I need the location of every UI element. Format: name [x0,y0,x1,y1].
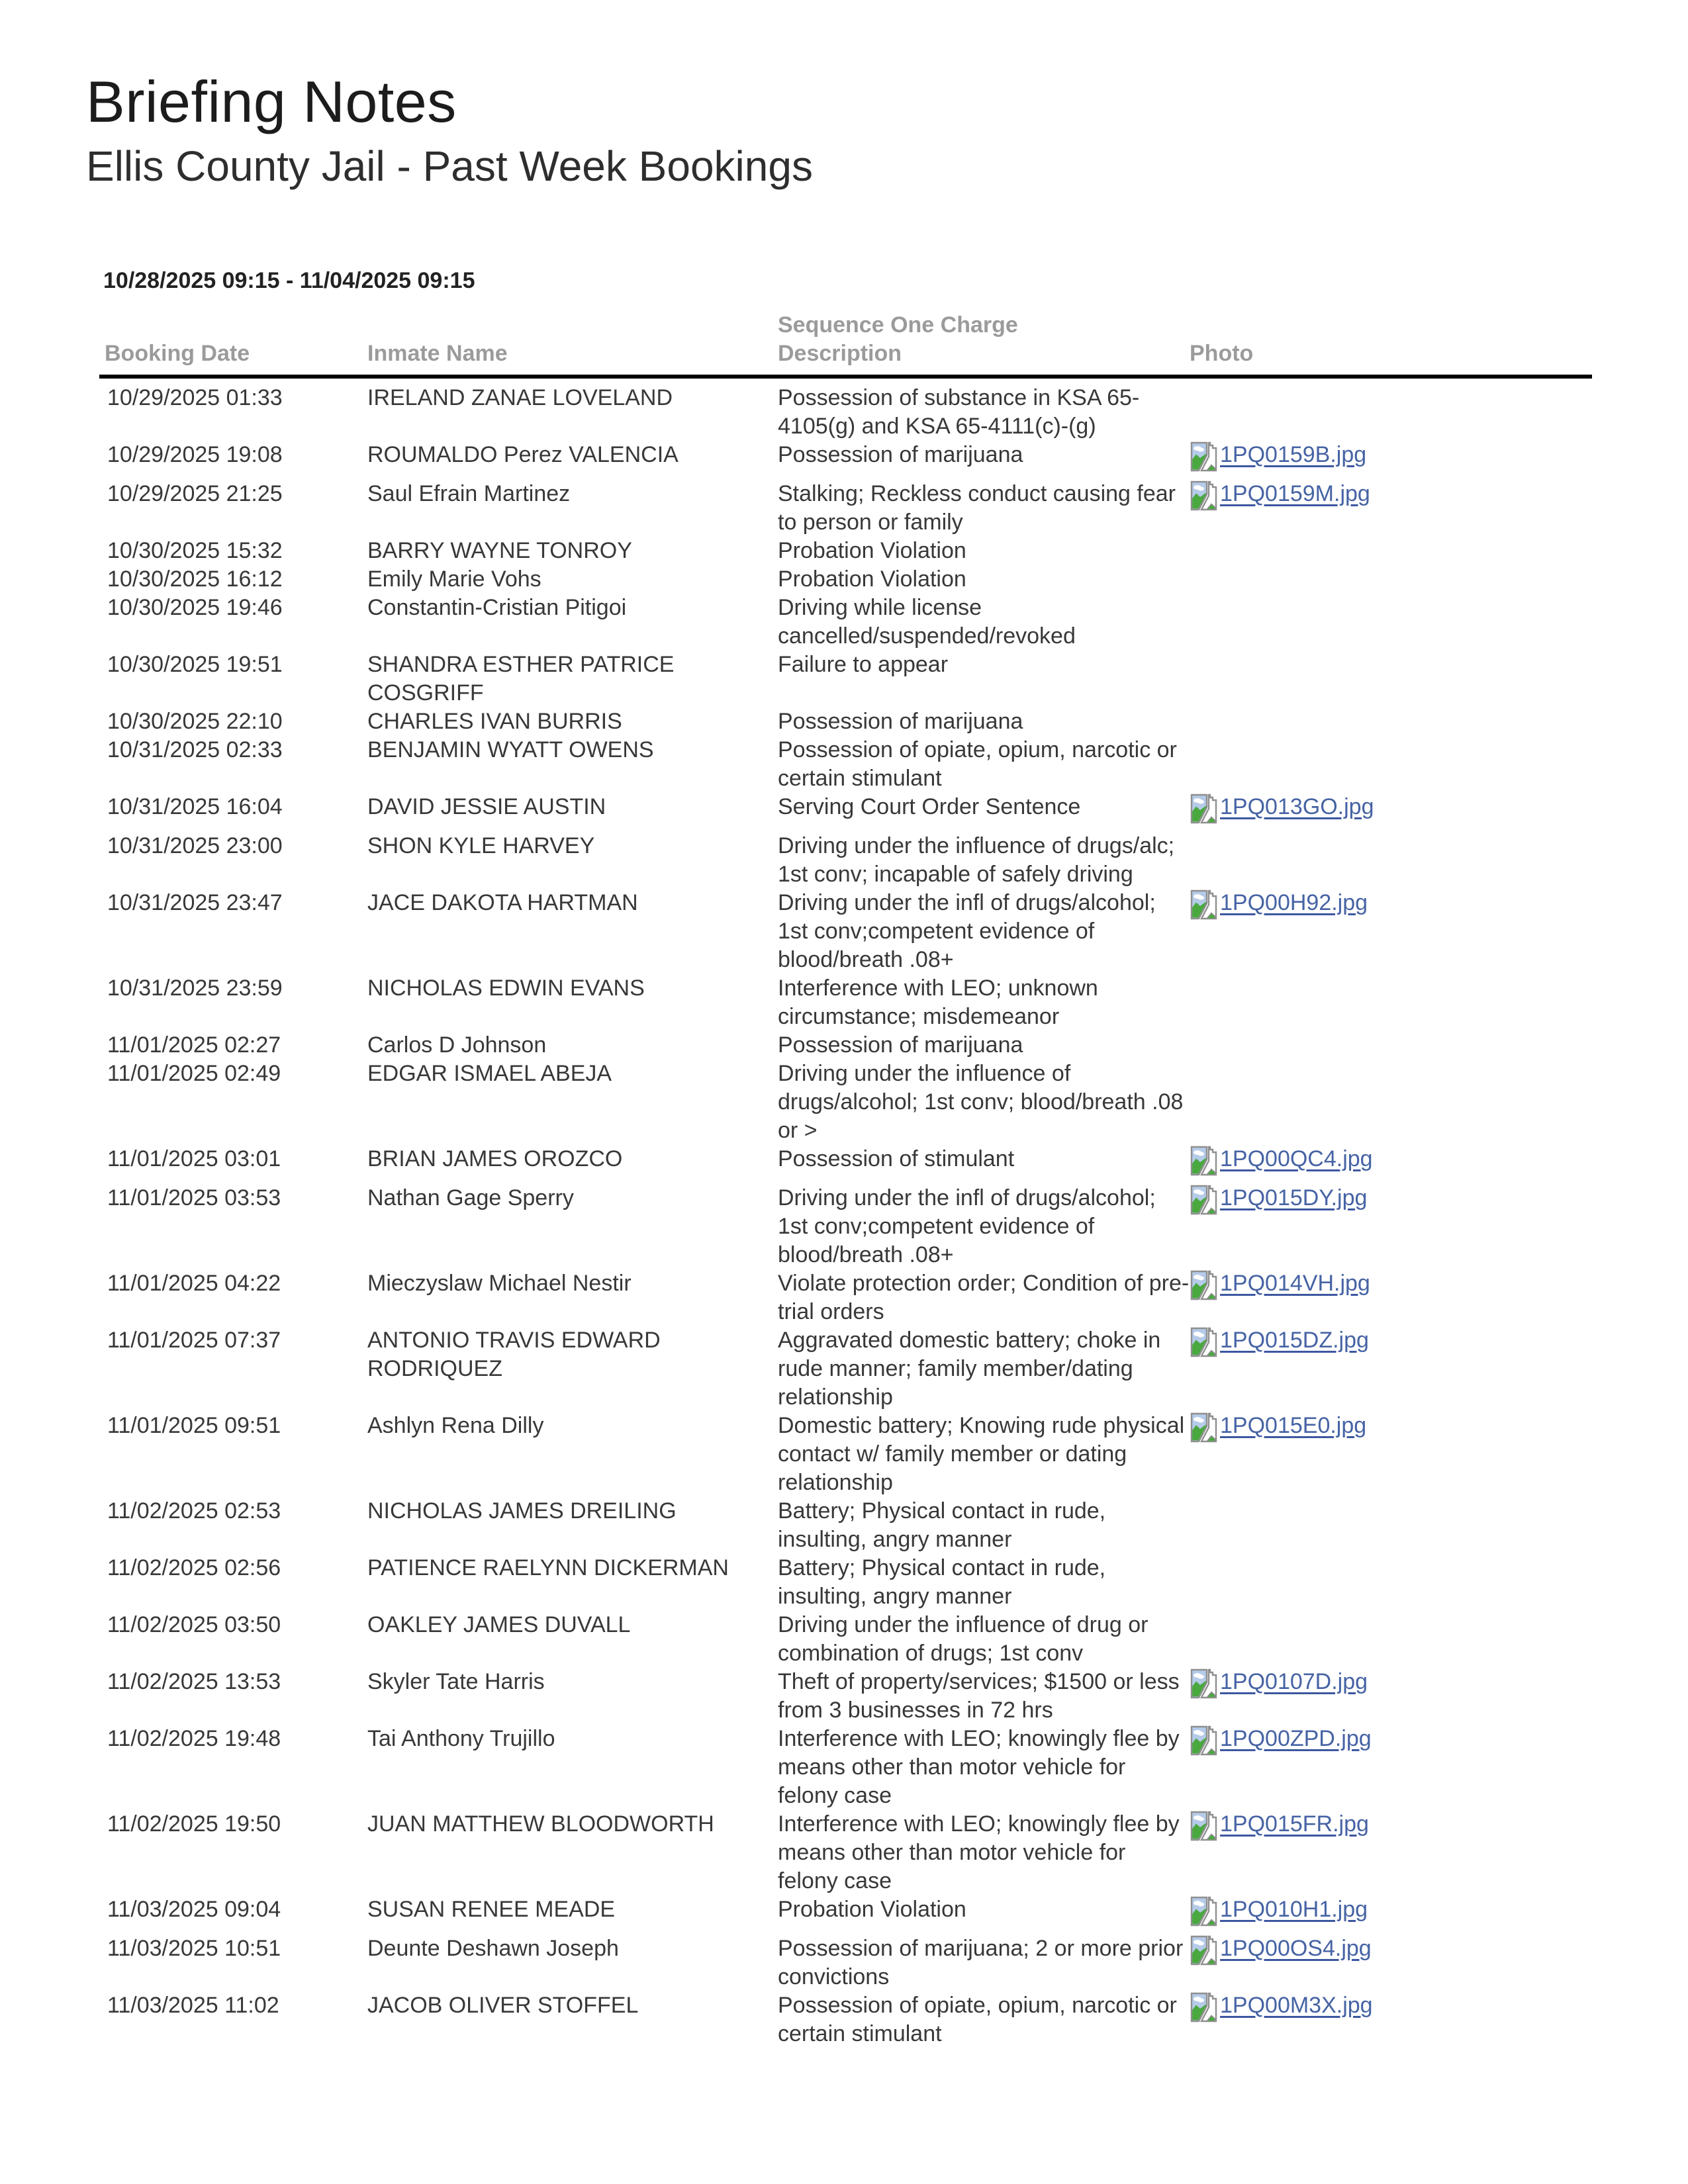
inmate-name: Mieczyslaw Michael Nestir [367,1270,632,1296]
booking-date-cell: 11/01/2025 09:51 [107,1412,281,1438]
photo-link[interactable]: 1PQ0159B.jpg [1220,441,1367,467]
charge-description: Driving while license cancelled/suspended/revoked [778,594,1076,649]
charge-description: Serving Court Order Sentence [778,794,1081,819]
photo-cell [1190,594,1592,651]
photo-cell [1190,707,1592,736]
charge-description: Possession of marijuana [778,708,1023,734]
charge-description-cell [778,1269,1190,1326]
booking-row [99,594,1592,651]
inmate-name-cell [367,594,778,651]
photo-cell-content [1190,1991,1592,2030]
charge-description: Driving under the influence of drugs/alcohol; 1st conv; blood/breath .08 or > [778,1060,1184,1143]
booking-row [99,889,1592,974]
column-header-inmate-name: Inmate Name [367,311,778,377]
column-header-booking-date: Booking Date [99,311,367,377]
booking-row [99,1269,1592,1326]
photo-cell [1190,1895,1592,1934]
page-subtitle: Ellis County Jail - Past Week Bookings [86,142,813,191]
broken-image-icon [1190,441,1219,480]
booking-date-cell: 11/02/2025 19:48 [107,1725,281,1751]
inmate-name-cell [367,1145,778,1184]
photo-cell-content [1190,441,1592,480]
charge-description-cell [778,537,1190,565]
booking-date-cell: 11/02/2025 13:53 [107,1668,281,1694]
inmate-name: BARRY WAYNE TONROY [367,537,632,563]
inmate-name-cell [367,1991,778,2048]
inmate-name-cell [367,1934,778,1991]
inmate-name: ANTONIO TRAVIS EDWARD RODRIQUEZ [367,1327,661,1381]
booking-date-cell: 10/29/2025 21:25 [107,480,283,506]
charge-description: Possession of opiate, opium, narcotic or certain stimulant [778,737,1177,791]
charge-description: Driving under the influence of drug or combination of drugs; 1st conv [778,1612,1149,1666]
booking-row [99,537,1592,565]
broken-image-icon [1190,480,1219,519]
photo-cell [1190,793,1592,832]
inmate-name-cell [367,1810,778,1895]
inmate-name: PATIENCE RAELYNN DICKERMAN [367,1555,729,1580]
page-title: Briefing Notes [86,69,457,134]
photo-cell [1190,1184,1592,1269]
inmate-name-cell [367,1060,778,1145]
booking-date-cell: 11/03/2025 10:51 [107,1935,281,1961]
booking-date-cell: 10/31/2025 23:00 [107,833,283,858]
inmate-name-cell [367,1326,778,1412]
photo-cell-content [1190,1934,1592,1974]
photo-cell [1190,1145,1592,1184]
photo-cell [1190,1060,1592,1145]
photo-cell [1190,1934,1592,1991]
photo-link[interactable]: 1PQ00M3X.jpg [1220,1992,1373,2018]
photo-cell [1190,651,1592,707]
charge-description-cell [778,594,1190,651]
charge-description: Driving under the influence of drugs/alc; 1st conv; incapable of safely driving [778,833,1175,887]
inmate-name: Saul Efrain Martinez [367,480,571,506]
booking-row [99,441,1592,480]
charge-description-cell [778,1412,1190,1497]
booking-row [99,707,1592,736]
charge-description-cell [778,1060,1190,1145]
charge-description-cell [778,1668,1190,1725]
booking-date-cell: 11/02/2025 03:50 [107,1612,281,1637]
photo-link[interactable]: 1PQ00QC4.jpg [1220,1146,1373,1171]
booking-row [99,1412,1592,1497]
charge-description-cell [778,974,1190,1031]
booking-date-cell: 10/29/2025 19:08 [107,441,283,467]
inmate-name-cell [367,1184,778,1269]
booking-row [99,974,1592,1031]
photo-link[interactable]: 1PQ00H92.jpg [1220,889,1368,915]
charge-description: Battery; Physical contact in rude, insulting, angry manner [778,1498,1106,1552]
inmate-name: Skyler Tate Harris [367,1668,545,1694]
booking-date-cell: 10/31/2025 23:47 [107,889,283,915]
photo-link[interactable]: 1PQ015DY.jpg [1220,1185,1368,1210]
booking-row [99,1554,1592,1611]
booking-date-cell: 11/01/2025 02:27 [107,1032,281,1058]
charge-description-cell [778,1810,1190,1895]
inmate-name: CHARLES IVAN BURRIS [367,708,622,734]
photo-cell [1190,832,1592,889]
photo-link[interactable]: 1PQ015DZ.jpg [1220,1327,1369,1353]
photo-cell-content [1190,480,1592,519]
photo-cell [1190,1269,1592,1326]
booking-row [99,1934,1592,1991]
broken-image-icon [1190,793,1219,832]
charge-description: Possession of stimulant [778,1146,1015,1171]
inmate-name-cell [367,1668,778,1725]
photo-cell [1190,1554,1592,1611]
photo-cell [1190,441,1592,480]
booking-row [99,651,1592,707]
inmate-name-cell [367,1611,778,1668]
photo-cell [1190,736,1592,793]
charge-description: Possession of marijuana [778,441,1023,467]
charge-description-cell [778,651,1190,707]
photo-cell [1190,1326,1592,1412]
column-header-charge-description: Sequence One Charge Description [778,311,1190,377]
broken-image-icon [1190,1934,1219,1974]
inmate-name-cell [367,377,778,441]
photo-cell-content [1190,1184,1592,1223]
photo-cell [1190,1725,1592,1810]
broken-image-icon [1190,1725,1219,1764]
charge-description-cell [778,565,1190,594]
charge-description-cell [778,793,1190,832]
photo-link[interactable]: 1PQ013GO.jpg [1220,794,1374,819]
booking-date-cell: 11/01/2025 04:22 [107,1270,281,1296]
photo-cell-content [1190,1269,1592,1308]
charge-description: Driving under the infl of drugs/alcohol; 1st conv;competent evidence of blood/breath .08+ [778,1185,1156,1267]
booking-date-cell: 10/31/2025 16:04 [107,794,283,819]
inmate-name-cell [367,1725,778,1810]
photo-link[interactable]: 1PQ010H1.jpg [1220,1896,1368,1922]
charge-description: Probation Violation [778,1896,966,1922]
photo-link[interactable]: 1PQ015E0.jpg [1220,1412,1367,1438]
photo-cell-content [1190,1668,1592,1707]
inmate-name: SUSAN RENEE MEADE [367,1896,616,1922]
booking-date-cell: 10/30/2025 15:32 [107,537,283,563]
broken-image-icon [1190,1668,1219,1707]
photo-cell [1190,1412,1592,1497]
photo-cell-content [1190,1895,1592,1934]
booking-row [99,736,1592,793]
inmate-name: Emily Marie Vohs [367,566,541,592]
photo-cell-content [1190,889,1592,928]
booking-date-cell: 11/01/2025 03:53 [107,1185,281,1210]
inmate-name-cell [367,1497,778,1554]
bookings-table-header [99,311,1592,377]
photo-cell-content [1190,793,1592,832]
charge-description: Aggravated domestic battery; choke in rude manner; family member/dating relationship [778,1327,1161,1410]
inmate-name: ROUMALDO Perez VALENCIA [367,441,679,467]
photo-cell-content [1190,1810,1592,1849]
inmate-name-cell [367,736,778,793]
broken-image-icon [1190,889,1219,928]
inmate-name-cell [367,832,778,889]
inmate-name: JUAN MATTHEW BLOODWORTH [367,1811,714,1837]
photo-cell [1190,480,1592,537]
photo-cell [1190,565,1592,594]
broken-image-icon [1190,1810,1219,1849]
inmate-name: NICHOLAS JAMES DREILING [367,1498,677,1524]
booking-row [99,1145,1592,1184]
charge-description-cell [778,707,1190,736]
charge-description-cell [778,736,1190,793]
inmate-name: Deunte Deshawn Joseph [367,1935,619,1961]
charge-description-cell [778,377,1190,441]
charge-description-cell [778,1326,1190,1412]
booking-row [99,480,1592,537]
charge-description-cell [778,1554,1190,1611]
booking-row [99,1810,1592,1895]
broken-image-icon [1190,1184,1219,1223]
inmate-name-cell [367,565,778,594]
photo-cell [1190,1497,1592,1554]
photo-cell-content [1190,1412,1592,1451]
photo-cell-content [1190,1326,1592,1365]
inmate-name: OAKLEY JAMES DUVALL [367,1612,631,1637]
inmate-name: IRELAND ZANAE LOVELAND [367,385,673,410]
inmate-name: Carlos D Johnson [367,1032,547,1058]
inmate-name-cell [367,707,778,736]
charge-description-cell [778,441,1190,480]
broken-image-icon [1190,1145,1219,1184]
photo-cell [1190,537,1592,565]
charge-description-cell [778,1031,1190,1060]
booking-row [99,1060,1592,1145]
photo-link[interactable]: 1PQ0159M.jpg [1220,480,1370,506]
photo-cell [1190,974,1592,1031]
inmate-name: BENJAMIN WYATT OWENS [367,737,654,762]
charge-description-cell [778,1184,1190,1269]
charge-description-cell [778,1145,1190,1184]
charge-description: Interference with LEO; knowingly flee by means other than motor vehicle for felony case [778,1725,1180,1808]
charge-description: Possession of opiate, opium, narcotic or certain stimulant [778,1992,1177,2046]
charge-description-cell [778,1991,1190,2048]
inmate-name: EDGAR ISMAEL ABEJA [367,1060,612,1086]
charge-description: Stalking; Reckless conduct causing fear to person or family [778,480,1176,535]
charge-description: Possession of marijuana; 2 or more prior convictions [778,1935,1184,1989]
booking-row [99,1725,1592,1810]
broken-image-icon [1190,1895,1219,1934]
charge-description: Theft of property/services; $1500 or less from 3 businesses in 72 hrs [778,1668,1180,1723]
photo-cell [1190,1031,1592,1060]
photo-link[interactable]: 1PQ015FR.jpg [1220,1811,1369,1837]
booking-date-cell: 11/02/2025 19:50 [107,1811,281,1837]
booking-row [99,565,1592,594]
booking-date-cell: 11/01/2025 07:37 [107,1327,281,1353]
inmate-name-cell [367,441,778,480]
booking-date-cell: 10/30/2025 19:46 [107,594,283,620]
booking-row [99,832,1592,889]
charge-description-cell [778,1497,1190,1554]
charge-description-cell [778,1934,1190,1991]
booking-date-cell: 10/30/2025 22:10 [107,708,283,734]
charge-description: Interference with LEO; knowingly flee by means other than motor vehicle for felony case [778,1811,1180,1893]
photo-cell [1190,1668,1592,1725]
inmate-name-cell [367,889,778,974]
booking-date-cell: 11/01/2025 03:01 [107,1146,281,1171]
inmate-name: Tai Anthony Trujillo [367,1725,555,1751]
inmate-name-cell [367,537,778,565]
booking-row [99,1895,1592,1934]
inmate-name-cell [367,1412,778,1497]
inmate-name-cell [367,480,778,537]
inmate-name-cell [367,1269,778,1326]
photo-cell [1190,1611,1592,1668]
inmate-name: JACOB OLIVER STOFFEL [367,1992,639,2018]
inmate-name-cell [367,1031,778,1060]
photo-cell [1190,377,1592,441]
inmate-name-cell [367,1895,778,1934]
column-header-photo: Photo [1190,311,1592,377]
charge-description-cell [778,1611,1190,1668]
report-date-range: 10/28/2025 09:15 - 11/04/2025 09:15 [103,267,475,293]
inmate-name: SHANDRA ESTHER PATRICE COSGRIFF [367,651,675,705]
broken-image-icon [1190,1326,1219,1365]
charge-description: Interference with LEO; unknown circumstance; misdemeanor [778,975,1098,1029]
inmate-name-cell [367,1554,778,1611]
photo-link[interactable]: 1PQ0107D.jpg [1220,1668,1368,1694]
booking-row [99,1611,1592,1668]
charge-description: Violate protection order; Condition of pre-trial orders [778,1270,1190,1324]
booking-row [99,1326,1592,1412]
charge-description-cell [778,1895,1190,1934]
booking-row [99,1184,1592,1269]
broken-image-icon [1190,1269,1219,1308]
booking-date-cell: 10/30/2025 16:12 [107,566,283,592]
inmate-name-cell [367,793,778,832]
broken-image-icon [1190,1991,1219,2030]
inmate-name-cell [367,651,778,707]
inmate-name: BRIAN JAMES OROZCO [367,1146,623,1171]
charge-description: Battery; Physical contact in rude, insulting, angry manner [778,1555,1106,1609]
booking-date-cell: 11/03/2025 09:04 [107,1896,281,1922]
charge-description: Probation Violation [778,537,966,563]
inmate-name-cell [367,974,778,1031]
inmate-name: Nathan Gage Sperry [367,1185,574,1210]
booking-table-body [99,377,1592,2048]
charge-description-cell [778,1725,1190,1810]
charge-description: Domestic battery; Knowing rude physical contact w/ family member or dating relationship [778,1412,1185,1495]
booking-date-cell: 10/31/2025 23:59 [107,975,283,1001]
photo-link[interactable]: 1PQ00ZPD.jpg [1220,1725,1372,1751]
photo-cell [1190,889,1592,974]
inmate-name: DAVID JESSIE AUSTIN [367,794,606,819]
booking-date-cell: 11/03/2025 11:02 [107,1992,279,2018]
inmate-name: JACE DAKOTA HARTMAN [367,889,638,915]
photo-link[interactable]: 1PQ00OS4.jpg [1220,1935,1372,1961]
charge-description: Driving under the infl of drugs/alcohol; 1st conv;competent evidence of blood/breath .08+ [778,889,1156,972]
booking-row [99,377,1592,441]
charge-description-cell [778,832,1190,889]
booking-date-cell: 10/29/2025 01:33 [107,385,283,410]
photo-cell-content [1190,1145,1592,1184]
charge-description: Possession of substance in KSA 65-4105(g) and KSA 65-4111(c)-(g) [778,385,1140,439]
booking-row [99,1991,1592,2048]
charge-description: Probation Violation [778,566,966,592]
charge-description-cell [778,889,1190,974]
booking-row [99,793,1592,832]
broken-image-icon [1190,1412,1219,1451]
booking-date-cell: 10/30/2025 19:51 [107,651,283,677]
bookings-table [99,311,1592,2048]
booking-date-cell: 10/31/2025 02:33 [107,737,283,762]
booking-date-cell: 11/01/2025 02:49 [107,1060,281,1086]
booking-row [99,1668,1592,1725]
charge-description: Possession of marijuana [778,1032,1023,1058]
booking-row [99,1497,1592,1554]
photo-link[interactable]: 1PQ014VH.jpg [1220,1270,1370,1296]
inmate-name: Ashlyn Rena Dilly [367,1412,544,1438]
charge-description-cell [778,480,1190,537]
photo-cell [1190,1810,1592,1895]
charge-description: Failure to appear [778,651,949,677]
photo-cell-content [1190,1725,1592,1764]
inmate-name: NICHOLAS EDWIN EVANS [367,975,645,1001]
photo-cell [1190,1991,1592,2048]
booking-date-cell: 11/02/2025 02:56 [107,1555,281,1580]
inmate-name: SHON KYLE HARVEY [367,833,595,858]
inmate-name: Constantin-Cristian Pitigoi [367,594,627,620]
booking-date-cell: 11/02/2025 02:53 [107,1498,281,1524]
booking-row [99,1031,1592,1060]
